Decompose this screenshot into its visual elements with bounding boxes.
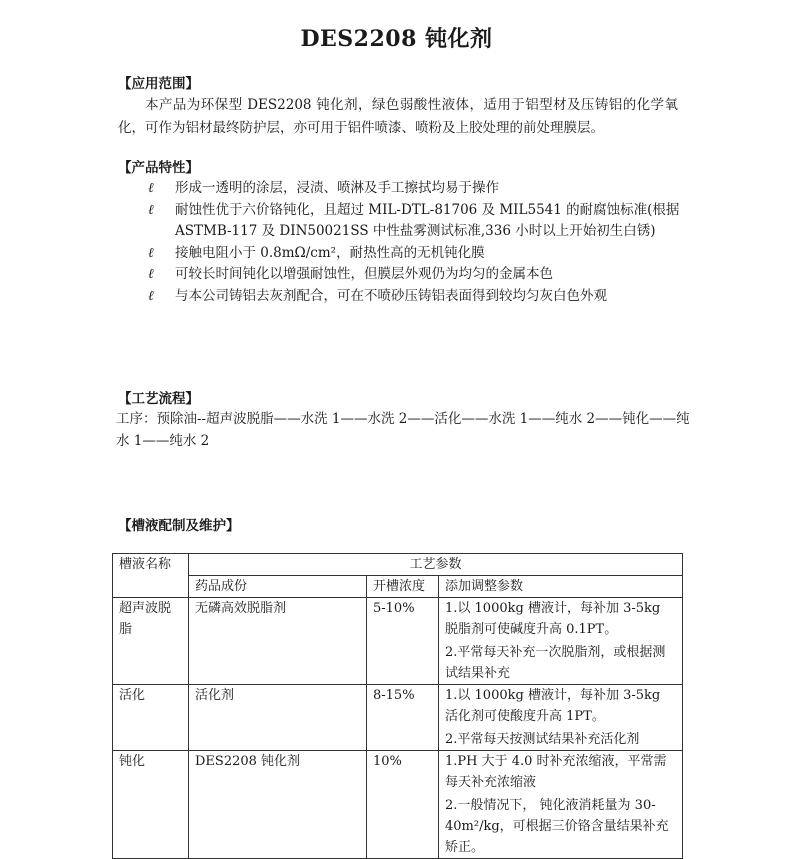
header-agent: 药品成份 [189,576,367,598]
adjustment-note: 1.以 1000kg 槽液计，每补加 3-5kg 脱脂剂可使碱度升高 0.1PT。 [445,601,661,637]
header-process-params: 工艺参数 [189,554,683,576]
bullet-icon: ℓ [148,266,154,282]
bath-table [112,553,683,859]
adjustment-cell [439,685,683,751]
table-row [113,598,683,685]
feature-text: 与本公司铸铝去灰剂配合，可在不喷砂压铸铝表面得到较均匀灰白色外观 [175,287,607,304]
agent-cell: DES2208 钝化剂 [189,751,367,859]
feature-text: 接触电阻小于 0.8mΩ/cm²，耐热性高的无机钝化膜 [175,244,485,261]
table-row [113,685,683,751]
header-adjustment: 添加调整参数 [439,576,683,598]
bullet-icon: ℓ [148,180,154,196]
features-list [118,178,688,307]
feature-item [118,286,688,308]
adjustment-cell [439,751,683,859]
agent-cell: 无磷高效脱脂剂 [189,598,367,685]
document-title: DES2208 钝化剂 [300,26,493,52]
adjustment-note: 1.以 1000kg 槽液计，每补加 3-5kg 活化剂可使酸度升高 1PT。 [445,688,661,724]
feature-text: 形成一透明的涂层，浸渍、喷淋及手工擦拭均易于操作 [175,180,499,196]
features-heading: 【产品特性】 [118,160,199,176]
feature-item [118,243,688,265]
adjustment-note: 2.一般情况下， 钝化液消耗量为 30-40m²/kg，可根据三价铬含量结果补充矫正。 [445,798,669,855]
concentration-cell: 8-15% [367,685,439,751]
feature-text: 耐蚀性优于六价铬钝化，且超过 MIL-DTL-81706 及 MIL5541 的耐腐蚀标准(根据 ASTMB-117 及 DIN50021SS 中性盐雾测试标准,336 小时以上开始初生白锈) [175,201,680,239]
table-row [113,751,683,859]
application-paragraph [118,94,678,140]
header-bath-name: 槽液名称 [113,554,189,598]
bullet-icon: ℓ [148,287,154,304]
application-text: 本产品为环保型 DES2208 钝化剂，绿色弱酸性液体，适用于铝型材及压铸铝的化学氧化，可作为铝材最终防护层，亦可用于铝件喷漆、喷粉及上胶处理的前处理膜层。 [118,97,678,136]
adjustment-note: 2.平常每天补充一次脱脂剂，或根据测试结果补充 [445,645,666,681]
adjustment-note: 1.PH 大于 4.0 时补充浓缩液，平常需每天补充浓缩液 [445,754,667,790]
bath-name-cell: 钝化 [113,751,189,859]
header-concentration: 开槽浓度 [367,576,439,598]
adjustment-note: 2.平常每天按测试结果补充活化剂 [445,732,640,747]
process-flow-text: 工序：预除油--超声波脱脂——水洗 1——水洗 2——活化——水洗 1——纯水 2——钝化——纯水 1——纯水 2 [116,411,690,449]
feature-item [118,200,688,243]
feature-item [118,178,688,200]
feature-item [118,264,688,286]
bullet-icon: ℓ [148,244,154,261]
feature-text: 可较长时间钝化以增强耐蚀性，但膜层外观仍为均匀的金属本色 [175,266,553,282]
bath-name-cell: 活化 [113,685,189,751]
bath-name-cell: 超声波脱脂 [113,598,189,685]
agent-cell: 活化剂 [189,685,367,751]
application-heading: 【应用范围】 [118,76,199,92]
adjustment-cell [439,598,683,685]
bullet-icon: ℓ [148,201,154,218]
table-subheader-row [113,576,683,598]
bath-heading: 【槽液配制及维护】 [118,518,240,534]
concentration-cell: 10% [367,751,439,859]
concentration-cell: 5-10% [367,598,439,685]
table-header-row [113,554,683,576]
process-heading: 【工艺流程】 [118,391,199,407]
